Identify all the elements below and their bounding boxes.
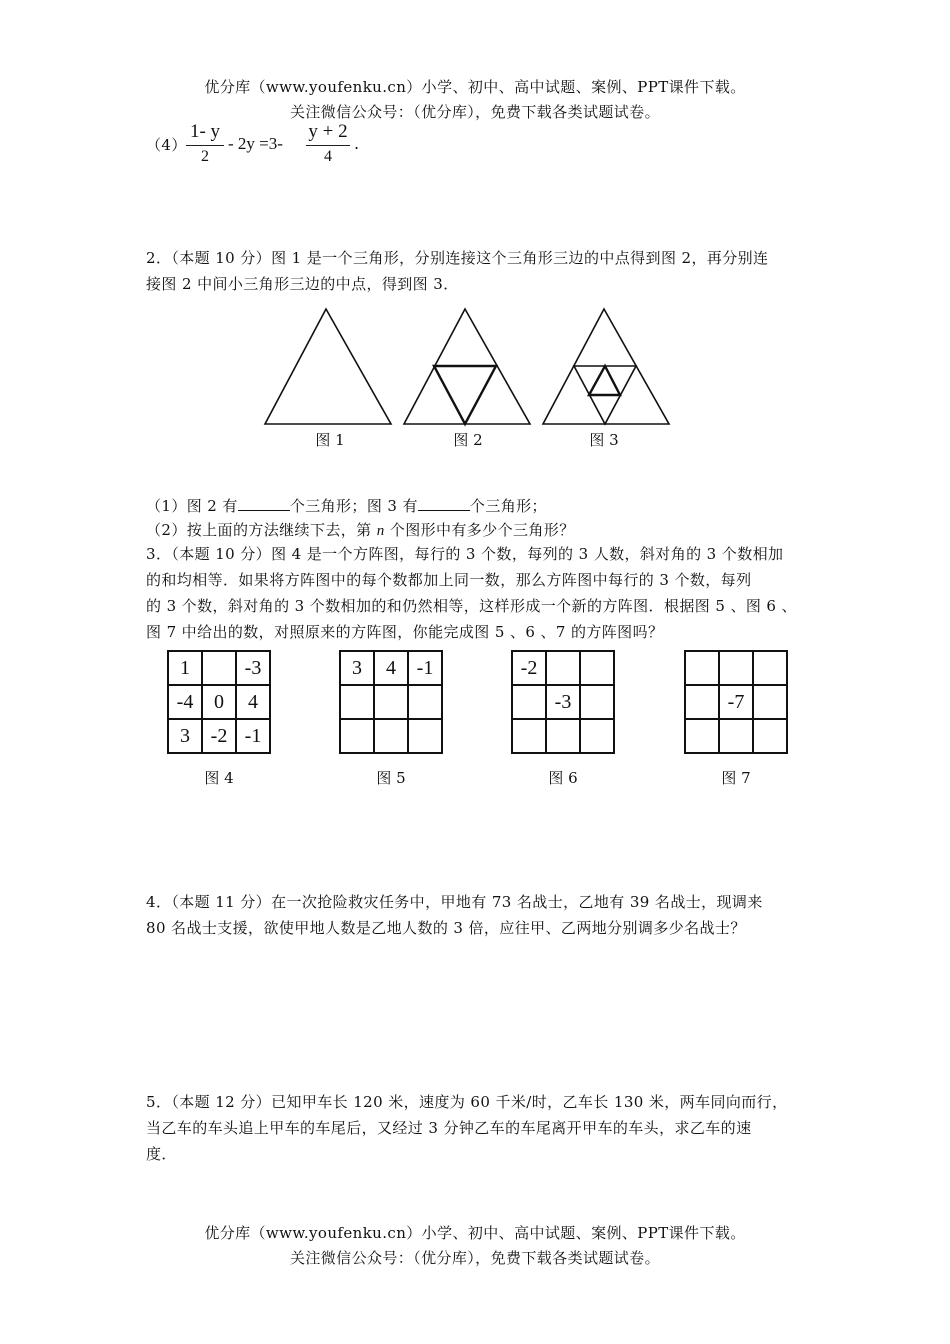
grid-cell[interactable] <box>580 651 614 685</box>
q4-line-1: 4．（本题 11 分）在一次抢险救灾任务中，甲地有 73 名战士，乙地有 39 名战士，现调来 <box>146 893 763 911</box>
grid-cell[interactable] <box>340 685 374 719</box>
grid-cell: -3 <box>236 651 270 685</box>
grid-cell[interactable] <box>580 719 614 753</box>
fraction-1-denominator: 2 <box>201 148 209 165</box>
header-line-2: 关注微信公众号：（优分库），免费下载各类试题试卷。 <box>289 103 660 121</box>
grid-cell: 3 <box>168 719 202 753</box>
grid-cell: -4 <box>168 685 202 719</box>
q2-sub-1-text-c: 个三角形； <box>469 497 547 515</box>
grid-5-caption: 图 5 <box>376 769 406 787</box>
q3-line-2: 的和均相等．如果将方阵图中的每个数都加上同一数，那么方阵图中每行的 3 个数，每列 <box>146 571 752 589</box>
figure-2-triangles <box>404 309 530 424</box>
grid-cell[interactable] <box>753 651 787 685</box>
figure-1-caption: 图 1 <box>315 431 345 449</box>
grid-cell[interactable] <box>512 685 546 719</box>
magic-square-4 <box>167 650 271 754</box>
q2-sub-2 <box>146 519 575 540</box>
fraction-2-numerator: y + 2 <box>308 121 348 142</box>
equation-label: （4） <box>146 136 187 154</box>
grid-6-caption: 图 6 <box>548 769 578 787</box>
grid-cell: -7 <box>719 685 753 719</box>
grid-cell[interactable] <box>753 685 787 719</box>
q5-line-2: 当乙车的车头追上甲车的车尾后，又经过 3 分钟乙车的车尾离开甲车的车头，求乙车的速 <box>146 1119 752 1137</box>
grid-cell[interactable] <box>340 719 374 753</box>
fraction-bar <box>186 145 224 146</box>
grid-cell: 4 <box>236 685 270 719</box>
grid-cell[interactable] <box>719 651 753 685</box>
triangle-figures <box>258 303 678 433</box>
grid-cell[interactable] <box>753 719 787 753</box>
q2-line-1: 2．（本题 10 分）图 1 是一个三角形，分别连接这个三角形三边的中点得到图 2，再分别连 <box>146 249 769 267</box>
grid-cell[interactable] <box>685 685 719 719</box>
q2-line-2: 接图 2 中间小三角形三边的中点，得到图 3． <box>146 275 459 293</box>
footer-line-1: 优分库（www.youfenku.cn）小学、初中、高中试题、案例、PPT课件下载。 <box>204 1224 746 1242</box>
q5-line-3: 度． <box>146 1145 177 1163</box>
header-line-1: 优分库（www.youfenku.cn）小学、初中、高中试题、案例、PPT课件下载。 <box>204 78 746 96</box>
footer-line-2: 关注微信公众号：（优分库），免费下载各类试题试卷。 <box>289 1249 660 1267</box>
grid-cell[interactable] <box>408 719 442 753</box>
grid-cell[interactable] <box>408 685 442 719</box>
fraction-bar <box>306 145 350 146</box>
q2-sub-2-text-a: （2）按上面的方法继续下去，第 <box>146 521 372 539</box>
fraction-1-numerator: 1- y <box>189 121 221 142</box>
grid-cell: -1 <box>236 719 270 753</box>
grid-cell: 3 <box>340 651 374 685</box>
magic-square-7 <box>684 650 788 754</box>
grid-cell: 1 <box>168 651 202 685</box>
grid-4-caption: 图 4 <box>204 769 234 787</box>
figure-3-triangles <box>543 309 669 424</box>
answer-blank[interactable] <box>238 496 290 511</box>
grid-cell[interactable] <box>685 719 719 753</box>
grid-cell: -1 <box>408 651 442 685</box>
figure-2-caption: 图 2 <box>453 431 483 449</box>
grid-cell[interactable] <box>374 685 408 719</box>
variable-n: n <box>376 523 385 539</box>
q4-line-2: 80 名战士支援，欲使甲地人数是乙地人数的 3 倍，应往甲、乙两地分别调多少名战士？ <box>146 919 746 937</box>
magic-square-5 <box>339 650 443 754</box>
figure-3-caption: 图 3 <box>589 431 619 449</box>
grid-7-caption: 图 7 <box>721 769 751 787</box>
figure-1-triangle <box>265 309 391 424</box>
grid-cell[interactable] <box>546 651 580 685</box>
grid-cell: -3 <box>546 685 580 719</box>
grid-cell[interactable] <box>374 719 408 753</box>
q2-sub-1-text-a: （1）图 2 有 <box>146 497 238 515</box>
grid-cell: 4 <box>374 651 408 685</box>
magic-square-6 <box>511 650 615 754</box>
grid-cell[interactable] <box>546 719 580 753</box>
q5-line-1: 5．（本题 12 分）已知甲车长 120 米，速度为 60 千米/时，乙车长 130 米，两车同向而行， <box>146 1093 788 1111</box>
equation-middle: - 2y =3- <box>228 134 283 153</box>
grid-cell <box>202 651 236 685</box>
q2-sub-1 <box>146 495 547 516</box>
q2-sub-2-text-b: 个图形中有多少个三角形？ <box>389 521 575 539</box>
grid-cell[interactable] <box>719 719 753 753</box>
grid-cell: -2 <box>202 719 236 753</box>
equation-end: . <box>354 134 360 153</box>
grid-cell[interactable] <box>580 685 614 719</box>
grid-cell: -2 <box>512 651 546 685</box>
grid-cell[interactable] <box>512 719 546 753</box>
fraction-2-denominator: 4 <box>324 148 332 165</box>
q3-line-1: 3．（本题 10 分）图 4 是一个方阵图，每行的 3 个数，每列的 3 人数，斜对角的 3 个数相加 <box>146 545 784 563</box>
q3-line-3: 的 3 个数，斜对角的 3 个数相加的和仍然相等，这样形成一个新的方阵图．根据图 5 、图 6 、 <box>146 597 797 615</box>
fraction-1 <box>186 121 224 166</box>
answer-blank[interactable] <box>418 496 470 511</box>
grid-cell: 0 <box>202 685 236 719</box>
grid-cell[interactable] <box>685 651 719 685</box>
fraction-2 <box>306 121 350 166</box>
q2-sub-1-text-b: 个三角形；图 3 有 <box>289 497 418 515</box>
q3-line-4: 图 7 中给出的数，对照原来的方阵图，你能完成图 5 、6 、7 的方阵图吗？ <box>146 623 664 641</box>
